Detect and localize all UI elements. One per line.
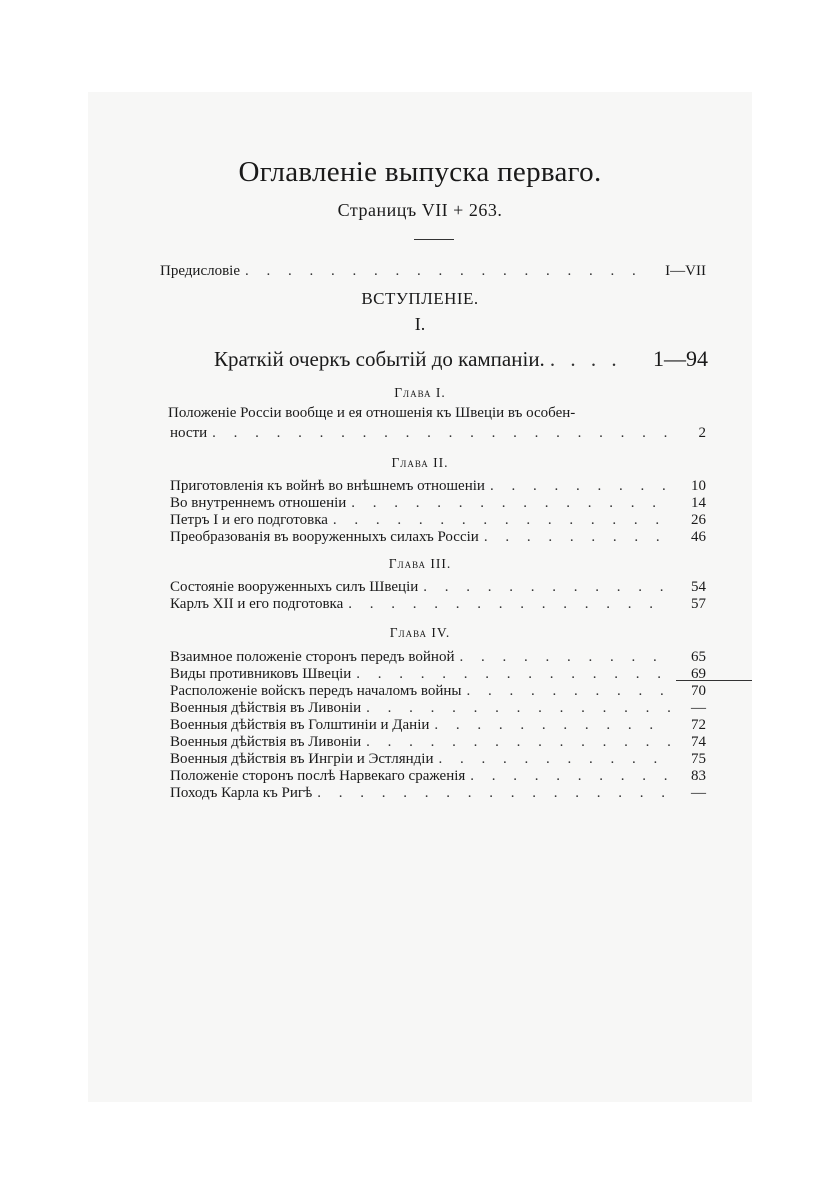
- toc-entry-label: Предисловіе: [160, 263, 241, 279]
- dot-leader: [351, 665, 670, 683]
- toc-entry-label: Приготовленія къ войнѣ во внѣшнемъ отношеніи: [170, 478, 485, 494]
- toc-entry-label: Петръ I и его подготовка: [170, 512, 328, 528]
- toc-entry-label: Преобразованія въ вооруженныхъ силахъ Россіи: [170, 529, 479, 545]
- dot-leader: [361, 733, 670, 751]
- dot-leader: [462, 682, 671, 700]
- toc-entry-page: 72: [691, 717, 706, 733]
- toc-part-page: 1—94: [653, 346, 708, 371]
- toc-entry[interactable]: [170, 750, 706, 768]
- toc-entry-page: 83: [691, 768, 706, 784]
- dot-leader: [240, 262, 646, 280]
- toc-entry-page: 54: [691, 579, 706, 595]
- toc-entry[interactable]: [170, 648, 706, 666]
- toc-entry-label: Состояніе вооруженныхъ силъ Швеціи: [170, 579, 419, 595]
- toc-entry-label: Положеніе сторонъ послѣ Нарвекаго сраженія: [170, 768, 466, 784]
- part-numeral: I.: [414, 314, 426, 334]
- toc-entry[interactable]: [170, 682, 706, 700]
- pen-underline-mark: [676, 680, 752, 681]
- toc-entry[interactable]: [170, 578, 706, 596]
- toc-entry[interactable]: [170, 699, 706, 717]
- chapter-heading: Глава III.: [388, 556, 452, 571]
- toc-entry[interactable]: [170, 733, 706, 751]
- dot-leader: [312, 784, 670, 802]
- toc-entry-label: Походъ Карла къ Ригѣ: [170, 785, 313, 801]
- toc-entry-page: 65: [691, 649, 706, 665]
- dot-leader: [479, 528, 670, 546]
- toc-entry[interactable]: [170, 477, 706, 495]
- toc-entry-page: —: [691, 700, 706, 716]
- toc-entry-label: Взаимное положеніе сторонъ передъ войной: [170, 649, 455, 665]
- dot-leader: [485, 477, 670, 495]
- chapter-heading: Глава IV.: [389, 625, 451, 640]
- title-divider: [414, 239, 454, 240]
- toc-entry-page: 57: [691, 596, 706, 612]
- toc-entry[interactable]: [170, 784, 706, 802]
- toc-entry-page: 75: [691, 751, 706, 767]
- toc-entry-page: 2: [698, 425, 706, 441]
- toc-entry-label: Военныя дѣйствія въ Ингріи и Эстляндіи: [170, 751, 434, 767]
- toc-entry[interactable]: [170, 767, 706, 785]
- toc-entry-page: —: [691, 785, 706, 801]
- page-count: Страницъ VII + 263.: [337, 200, 503, 220]
- dot-leader: [465, 767, 670, 785]
- toc-entry-page: 10: [691, 478, 706, 494]
- toc-entry-page: 74: [691, 734, 706, 750]
- dot-leader: [207, 424, 670, 442]
- toc-entry-page: 70: [691, 683, 706, 699]
- toc-entry-page: 14: [691, 495, 706, 511]
- toc-entry[interactable]: [170, 528, 706, 546]
- toc-part-title[interactable]: [214, 344, 708, 374]
- dot-leader: [418, 578, 670, 596]
- dot-leader: [343, 595, 670, 613]
- dot-leader: [429, 716, 670, 734]
- toc-entry[interactable]: [170, 595, 706, 613]
- toc-entry-label: Военныя дѣйствія въ Ливоніи: [170, 700, 362, 716]
- toc-entry-label: Во внутреннемъ отношеніи: [170, 495, 347, 511]
- toc-entry-label: Военныя дѣйствія въ Ливоніи: [170, 734, 362, 750]
- toc-entry-preface[interactable]: [160, 262, 706, 280]
- toc-entry-page: 69: [691, 666, 706, 682]
- dot-leader: [433, 750, 670, 768]
- toc-entry[interactable]: [170, 494, 706, 512]
- toc-entry[interactable]: [170, 716, 706, 734]
- toc-part-label: Краткій очеркъ событій до кампаніи.: [214, 347, 545, 371]
- chapter-heading: Глава I.: [394, 385, 446, 400]
- page-title: Оглавленіе выпуска перваго.: [238, 156, 602, 188]
- toc-entry[interactable]: [170, 424, 706, 442]
- dot-leader: [545, 344, 616, 374]
- toc-entry-label: Военныя дѣйствія въ Голштиніи и Даніи: [170, 717, 430, 733]
- dot-leader: [455, 648, 671, 666]
- dot-leader: [328, 511, 670, 529]
- dot-leader: [361, 699, 670, 717]
- toc-entry[interactable]: [170, 665, 706, 683]
- chapter-heading: Глава II.: [391, 455, 449, 470]
- toc-entry-label: Карлъ XII и его подготовка: [170, 596, 344, 612]
- toc-entry-label[interactable]: Положеніе Россіи вообще и ея отношенія къ Швеціи въ особен-: [168, 405, 576, 421]
- toc-entry-page: 46: [691, 529, 706, 545]
- dot-leader: [346, 494, 670, 512]
- toc-entry-page: I—VII: [665, 263, 706, 279]
- section-heading: ВСТУПЛЕНІЕ.: [361, 289, 479, 308]
- toc-entry[interactable]: [170, 511, 706, 529]
- toc-entry-label-continued: ности: [170, 425, 208, 441]
- toc-entry-page: 26: [691, 512, 706, 528]
- toc-entry-label: Расположеніе войскъ передъ началомъ войны: [170, 683, 462, 699]
- toc-entry-label: Виды противниковъ Швеціи: [170, 666, 352, 682]
